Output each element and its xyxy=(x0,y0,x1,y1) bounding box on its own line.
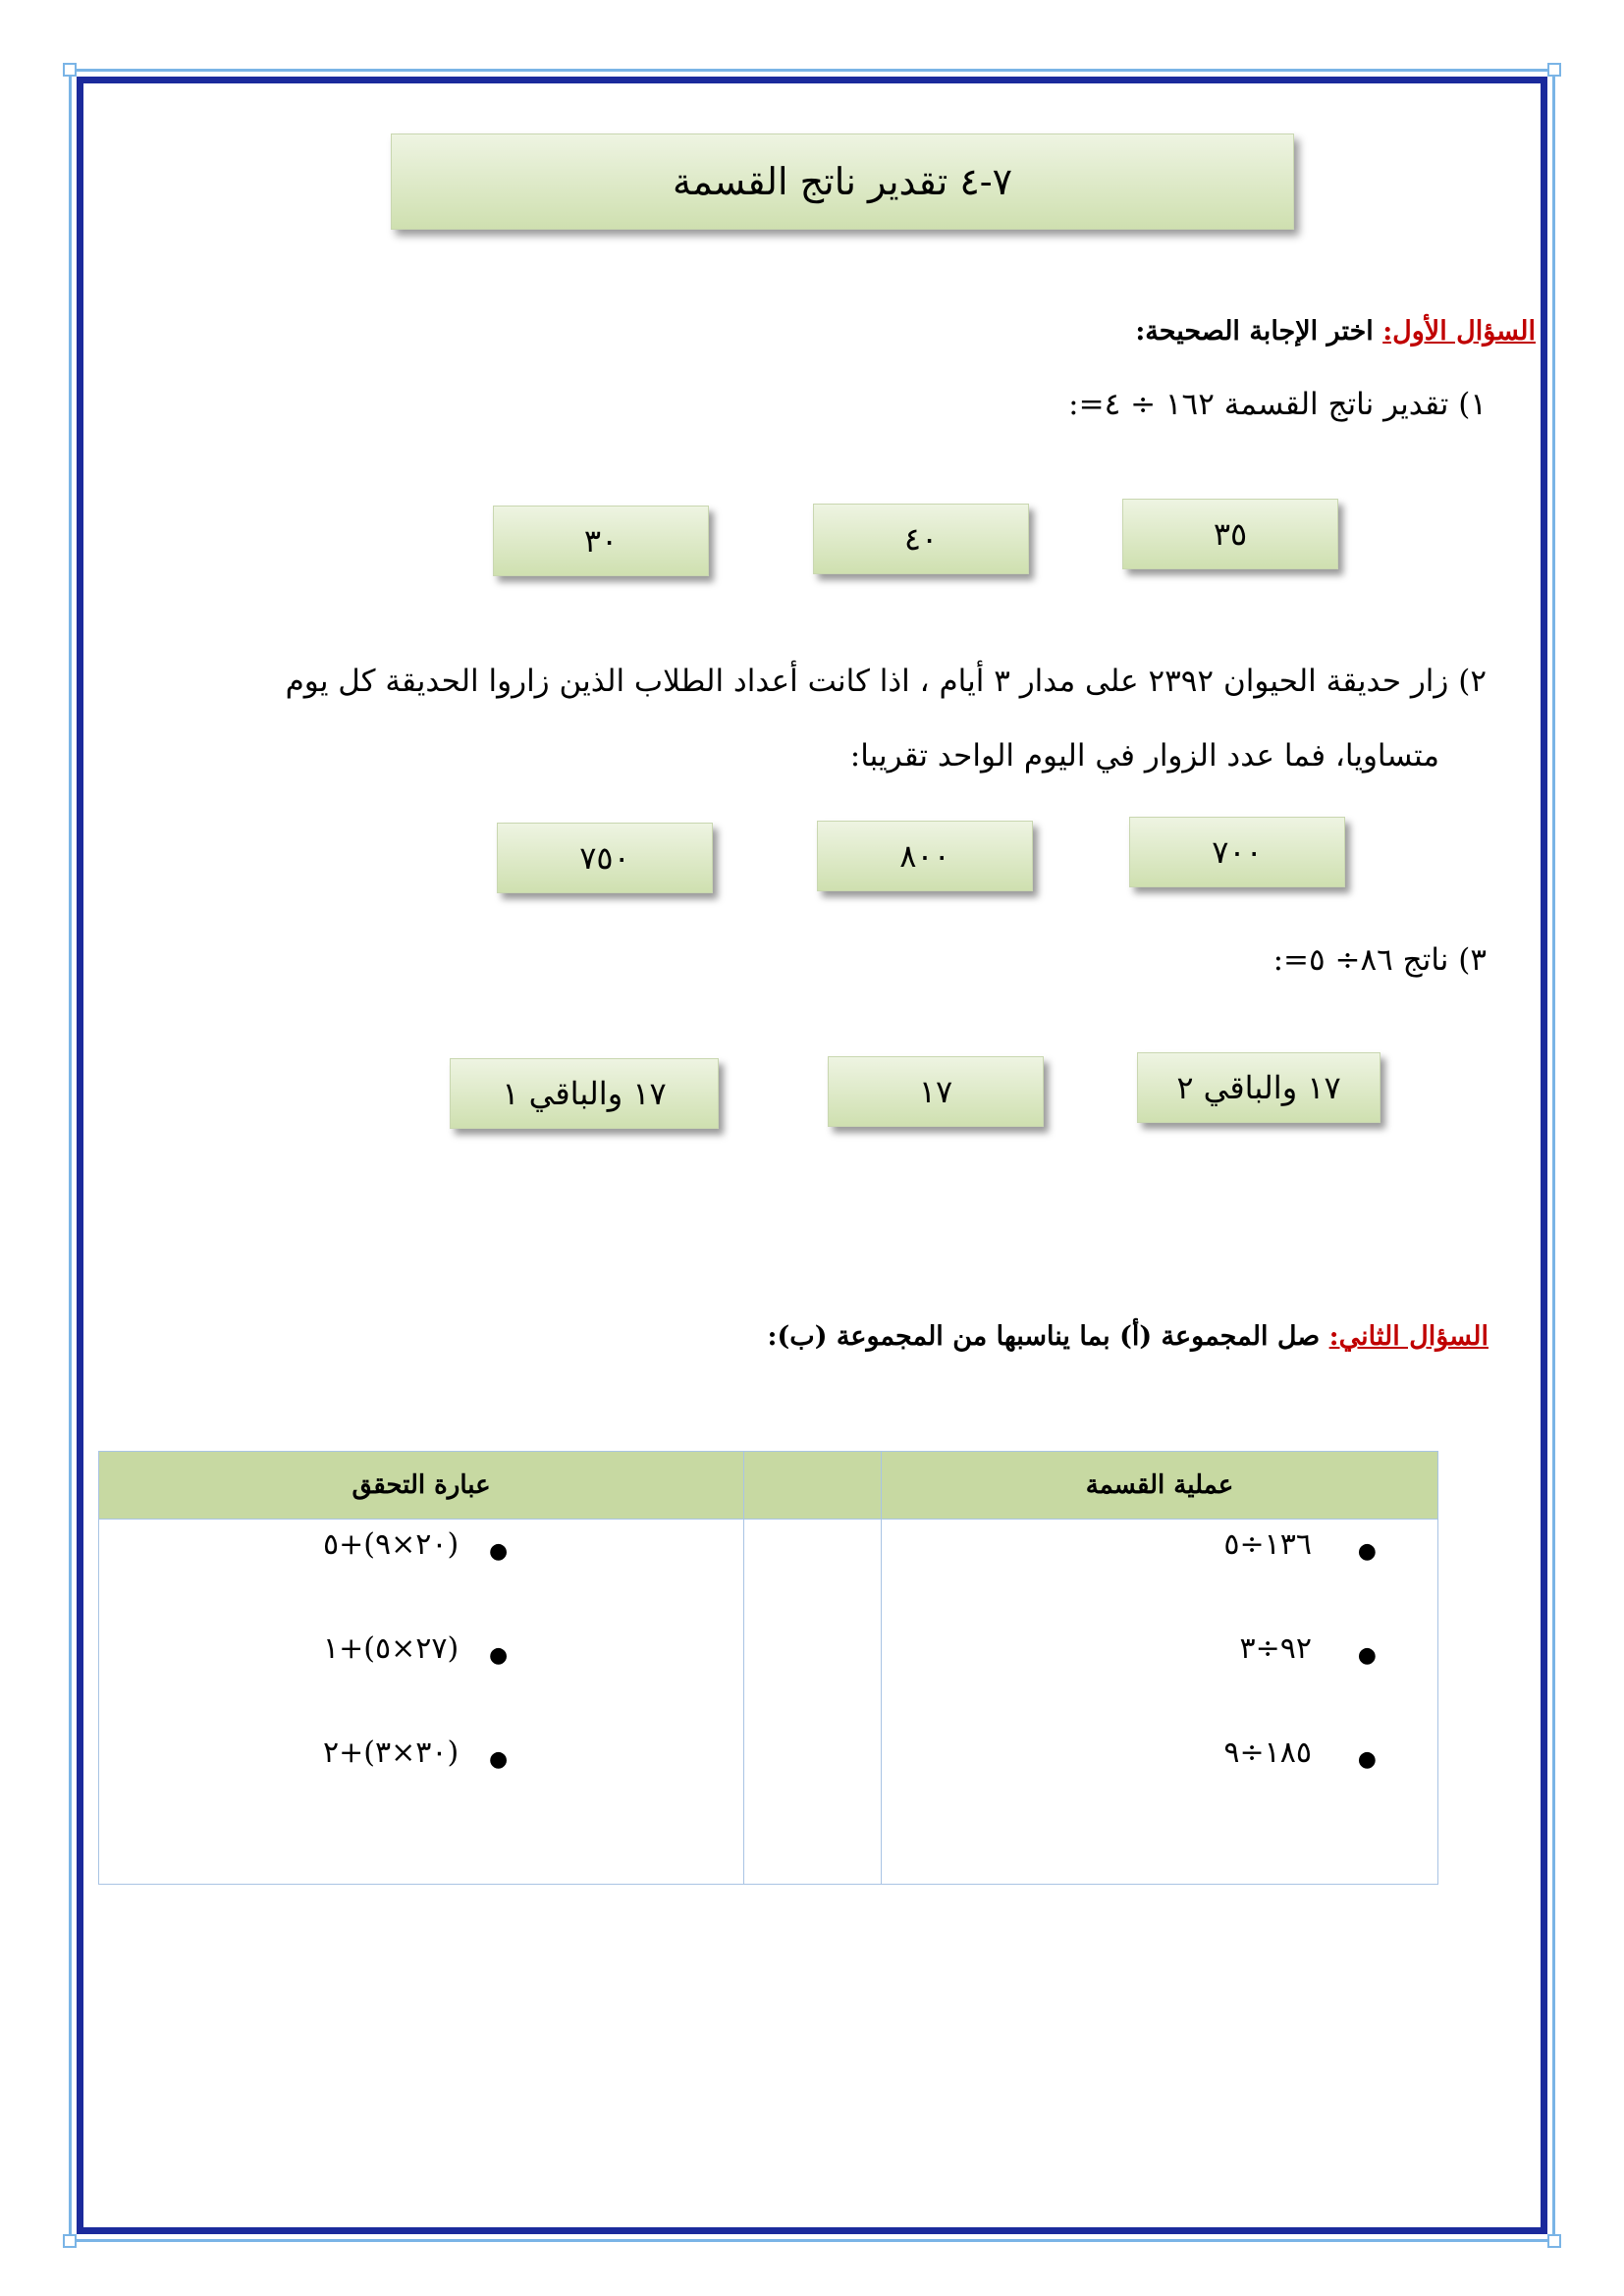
question-1-heading xyxy=(1135,316,1536,347)
answer-option[interactable]: ٣٠ xyxy=(493,506,709,576)
division-column xyxy=(882,1520,1438,1885)
header-check: عبارة التحقق xyxy=(99,1452,744,1520)
division-expression: ١٣٦÷٥ xyxy=(1223,1527,1312,1562)
question-1-item-2-line-2: متساويا، فما عدد الزوار في اليوم الواحد تقريبا: xyxy=(849,738,1439,774)
check-expression: (٢٧×٥)+١ xyxy=(322,1631,460,1666)
table-body-row xyxy=(99,1520,1438,1885)
answer-option[interactable]: ١٧ والباقي ٢ xyxy=(1137,1052,1380,1123)
frame-corner xyxy=(63,63,77,77)
frame-corner xyxy=(63,2234,77,2248)
answer-option[interactable]: ١٧ xyxy=(828,1056,1044,1127)
frame-corner xyxy=(1547,2234,1561,2248)
connector-column[interactable] xyxy=(744,1520,882,1885)
table-header-row xyxy=(99,1452,1438,1520)
frame-corner xyxy=(1547,63,1561,77)
answer-option[interactable]: ٧٥٠ xyxy=(497,823,713,893)
matching-table xyxy=(98,1451,1438,1885)
question-2-instruction: صل المجموعة (أ) بما يناسبها من المجموعة (ب): xyxy=(767,1321,1329,1352)
question-2-label: السؤال الثاني: xyxy=(1328,1321,1489,1352)
check-expression: (٣٠×٣)+٢ xyxy=(322,1735,460,1770)
list-item[interactable]: ● (٢٠×٩)+٥ xyxy=(322,1527,509,1564)
answer-option[interactable]: ٤٠ xyxy=(813,504,1029,574)
answer-option[interactable]: ١٧ والباقي ١ xyxy=(450,1058,719,1129)
list-item[interactable]: ● (٣٠×٣)+٢ xyxy=(322,1735,509,1772)
question-1-instruction: اختر الإجابة الصحيحة: xyxy=(1135,316,1383,347)
question-1-item-2-line-1: ٢) زار حديقة الحيوان ٢٣٩٢ على مدار ٣ أيام ، اذا كانت أعداد الطلاب الذين زاروا الحديقة كل يوم xyxy=(285,664,1487,699)
check-expression: (٢٠×٩)+٥ xyxy=(322,1527,460,1562)
question-2-heading xyxy=(768,1321,1489,1352)
question-1-item-3: ٣) ناتج ٨٦÷ ٥=: xyxy=(1272,942,1487,978)
list-item[interactable]: ● ١٨٥÷٩ xyxy=(1223,1735,1377,1772)
division-expression: ١٨٥÷٩ xyxy=(1223,1735,1312,1770)
header-division: عملية القسمة xyxy=(882,1452,1438,1520)
list-item[interactable]: ● (٢٧×٥)+١ xyxy=(322,1631,509,1668)
page-title: ٧-٤ تقدير ناتج القسمة xyxy=(391,133,1294,230)
list-item[interactable]: ● ٩٢÷٣ xyxy=(1239,1631,1377,1668)
question-1-item-1: ١) تقدير ناتج القسمة ١٦٢ ÷ ٤=: xyxy=(1068,387,1487,422)
answer-option[interactable]: ٧٠٠ xyxy=(1129,817,1345,887)
check-column xyxy=(99,1520,744,1885)
answer-option[interactable]: ٨٠٠ xyxy=(817,821,1033,891)
list-item[interactable]: ● ١٣٦÷٥ xyxy=(1223,1527,1377,1564)
division-expression: ٩٢÷٣ xyxy=(1239,1631,1312,1666)
answer-option[interactable]: ٣٥ xyxy=(1122,499,1338,569)
question-1-label: السؤال الأول: xyxy=(1382,316,1536,347)
header-connector xyxy=(744,1452,882,1520)
